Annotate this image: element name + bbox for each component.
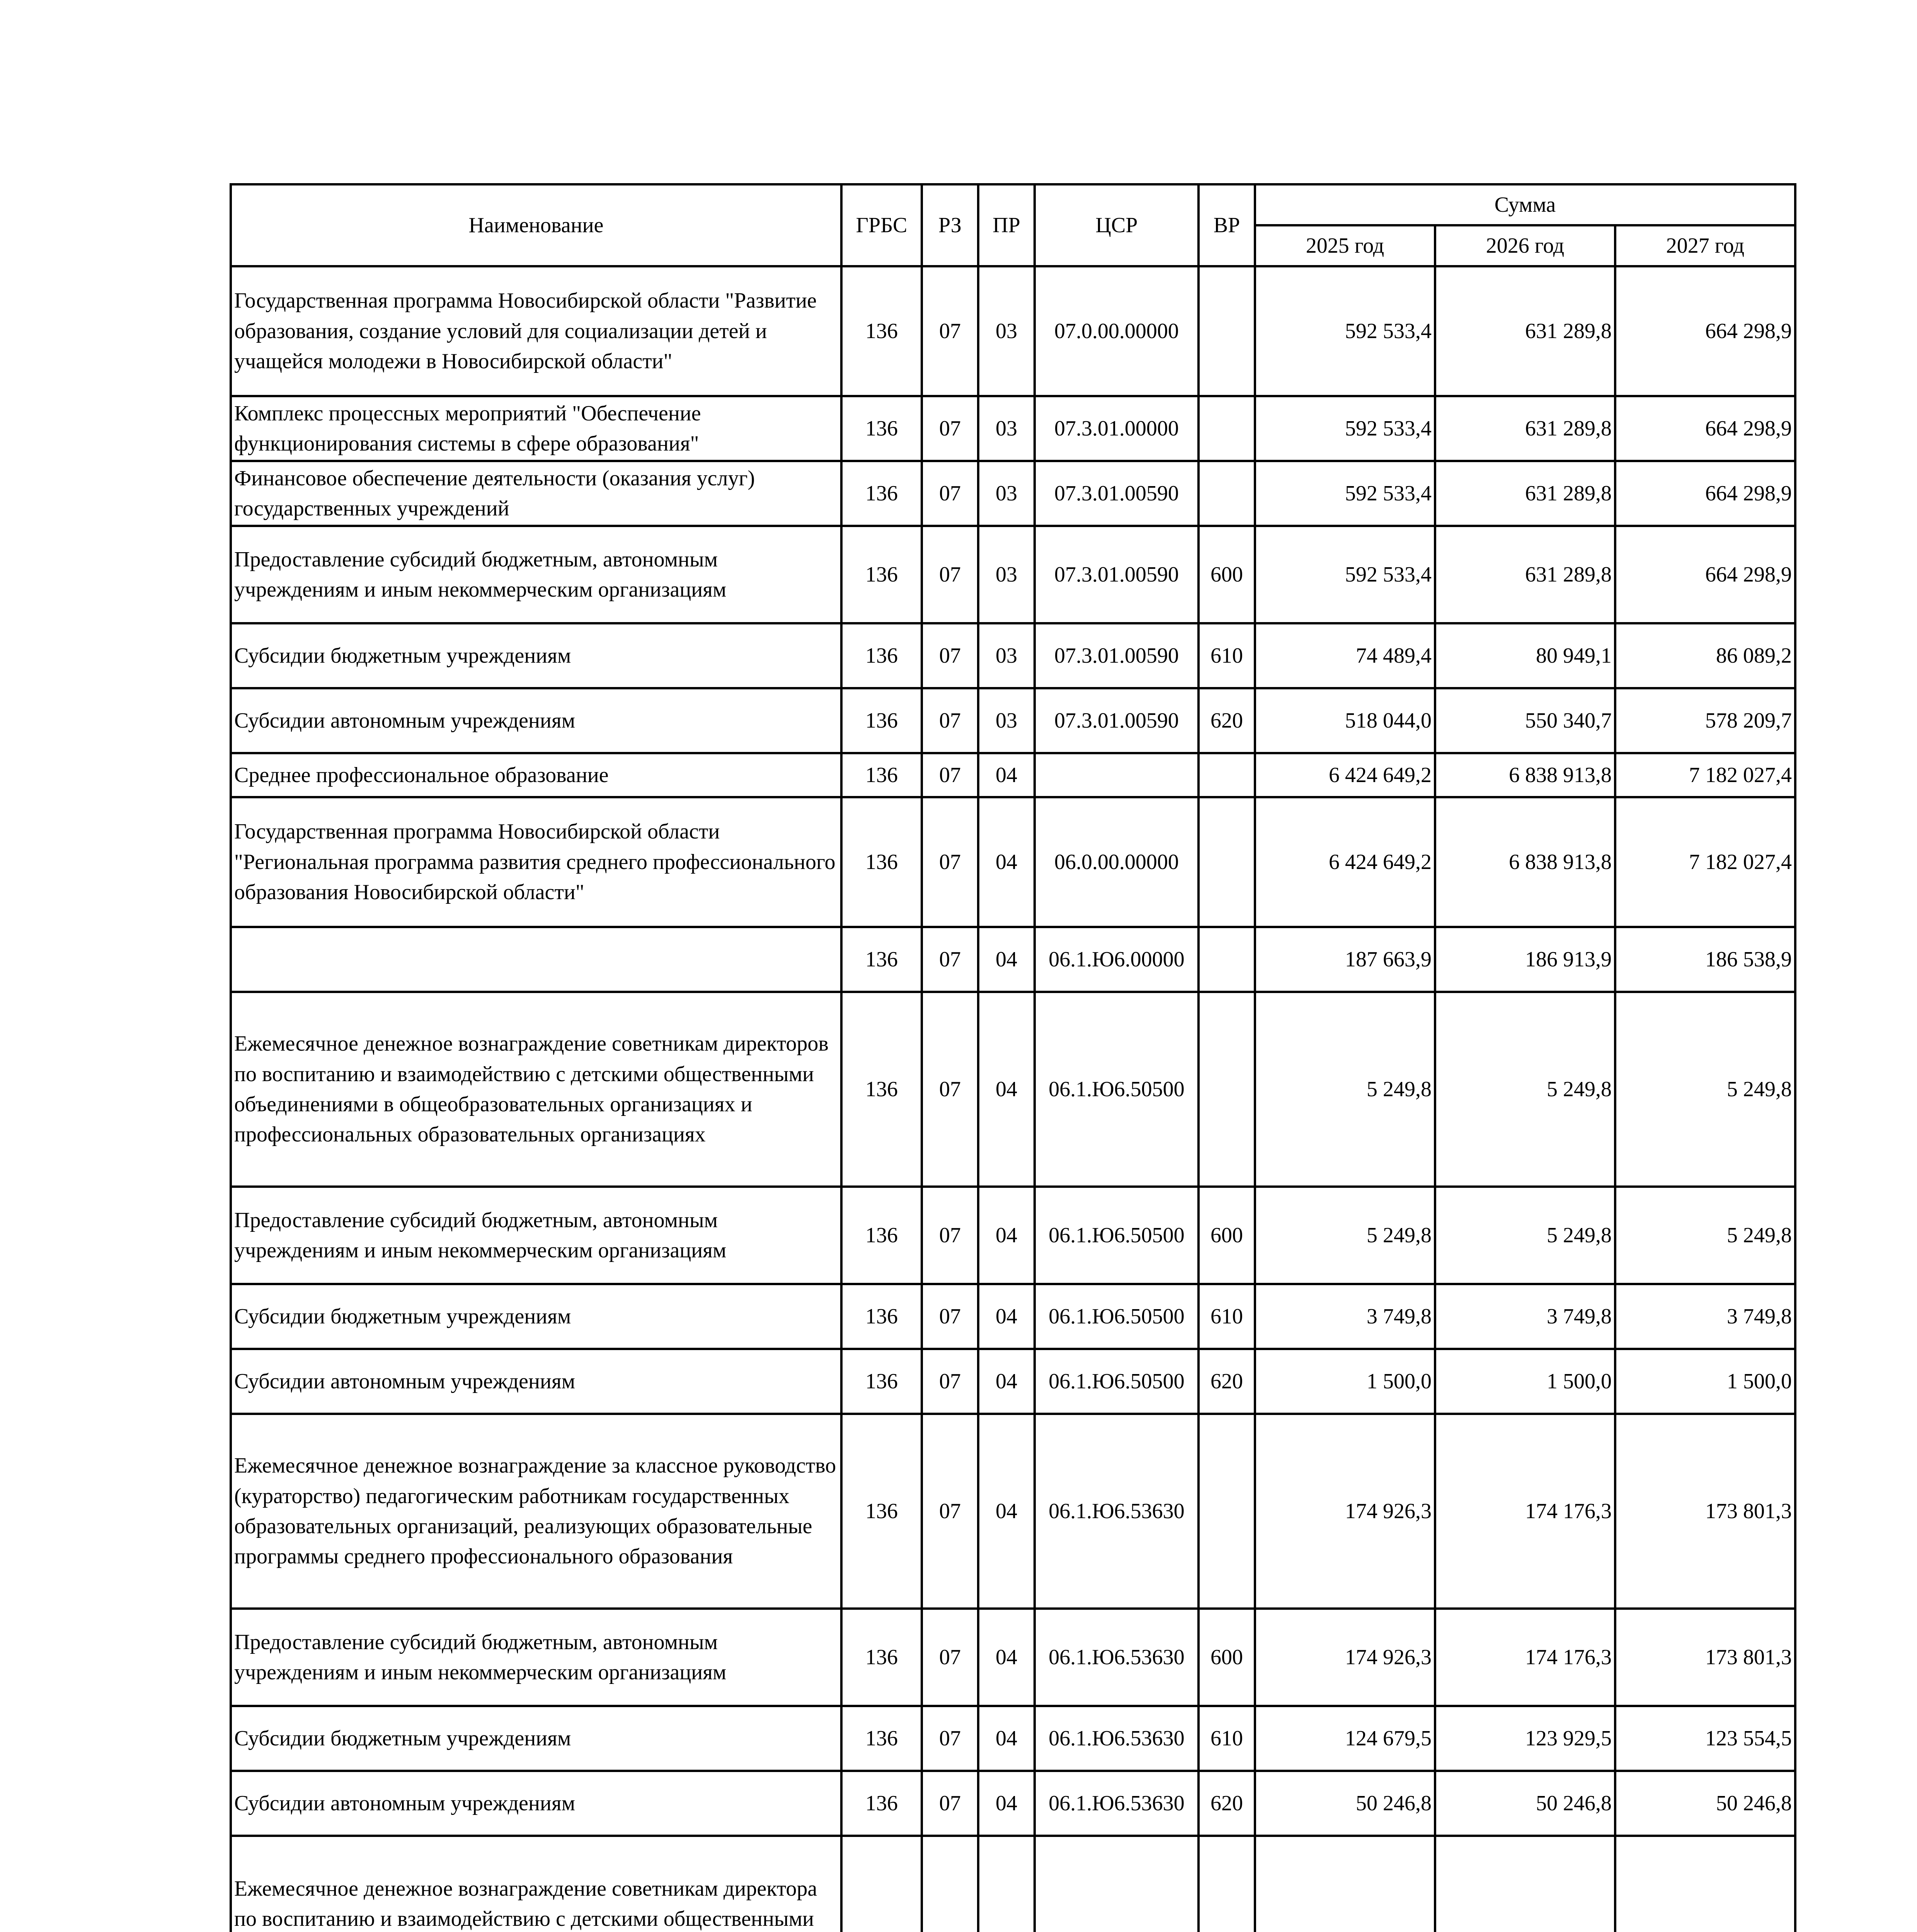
cell-sum-2025: 50 246,8: [1255, 1771, 1435, 1836]
cell-name: Ежемесячное денежное вознаграждение советникам директора по воспитанию и взаимодействию с детскими общественными: [231, 1836, 841, 1932]
cell-name: Предоставление субсидий бюджетным, автономным учреждениям и иным некоммерческим организациям: [231, 1609, 841, 1706]
header-name: Наименование: [231, 184, 841, 266]
table-row: [231, 1609, 1795, 1706]
cell-sum-2027: 86 089,2: [1615, 623, 1795, 688]
cell-sum-2027: 5 249,8: [1615, 1187, 1795, 1284]
cell-name: Субсидии автономным учреждениям: [231, 1349, 841, 1414]
cell-rz: 07: [922, 1284, 978, 1349]
cell-vr: 610: [1199, 1284, 1255, 1349]
cell-sum-2025: 592 533,4: [1255, 266, 1435, 396]
cell-name: Государственная программа Новосибирской области "Региональная программа развития среднего профессионального образования Новосибирской области": [231, 797, 841, 927]
header-year-2025: 2025 год: [1255, 225, 1435, 266]
cell-csr: 06.1.Ю6.00000: [1035, 927, 1199, 992]
table-row: [231, 1414, 1795, 1609]
cell-rz: 07: [922, 1414, 978, 1609]
table-row: [231, 1187, 1795, 1284]
table-row: [231, 396, 1795, 461]
header-year-2027: 2027 год: [1615, 225, 1795, 266]
cell-name: Финансовое обеспечение деятельности (оказания услуг) государственных учреждений: [231, 461, 841, 526]
cell-pr: 03: [978, 461, 1035, 526]
cell-sum-2025: 592 533,4: [1255, 461, 1435, 526]
cell-grbs: 136: [841, 1609, 922, 1706]
cell-vr: 620: [1199, 688, 1255, 753]
cell-pr: 04: [978, 753, 1035, 797]
cell-rz: 07: [922, 1706, 978, 1771]
table-row: [231, 266, 1795, 396]
cell-name: Предоставление субсидий бюджетным, автономным учреждениям и иным некоммерческим организациям: [231, 526, 841, 623]
table-row: [231, 797, 1795, 927]
cell-csr: 07.3.01.00000: [1035, 396, 1199, 461]
cell-sum-2025: 5 249,8: [1255, 1187, 1435, 1284]
cell-sum-2025: 124 679,5: [1255, 1706, 1435, 1771]
table-row: [231, 1349, 1795, 1414]
cell-sum-2027: 578 209,7: [1615, 688, 1795, 753]
cell-pr: 03: [978, 526, 1035, 623]
cell-name: Субсидии автономным учреждениям: [231, 688, 841, 753]
cell-grbs: [841, 1836, 922, 1932]
cell-sum-2027: 3 749,8: [1615, 1284, 1795, 1349]
cell-sum-2026: 6 838 913,8: [1435, 753, 1615, 797]
cell-name: Предоставление субсидий бюджетным, автономным учреждениям и иным некоммерческим организациям: [231, 1187, 841, 1284]
cell-sum-2026: [1435, 1836, 1615, 1932]
cell-sum-2027: 664 298,9: [1615, 396, 1795, 461]
cell-pr: 03: [978, 396, 1035, 461]
cell-sum-2025: 592 533,4: [1255, 396, 1435, 461]
cell-rz: 07: [922, 1187, 978, 1284]
cell-pr: 04: [978, 1414, 1035, 1609]
cell-csr: 07.3.01.00590: [1035, 461, 1199, 526]
cell-pr: 03: [978, 688, 1035, 753]
cell-csr: 07.3.01.00590: [1035, 688, 1199, 753]
cell-sum-2025: 5 249,8: [1255, 992, 1435, 1187]
cell-sum-2025: 174 926,3: [1255, 1414, 1435, 1609]
cell-pr: 04: [978, 1284, 1035, 1349]
cell-csr: 06.0.00.00000: [1035, 797, 1199, 927]
cell-name: Среднее профессиональное образование: [231, 753, 841, 797]
cell-sum-2025: 6 424 649,2: [1255, 753, 1435, 797]
cell-pr: 04: [978, 1609, 1035, 1706]
cell-vr: 620: [1199, 1349, 1255, 1414]
cell-sum-2027: 173 801,3: [1615, 1609, 1795, 1706]
table-row: [231, 688, 1795, 753]
cell-grbs: 136: [841, 266, 922, 396]
cell-pr: 04: [978, 992, 1035, 1187]
budget-table: [230, 183, 1796, 1932]
table-row: [231, 623, 1795, 688]
cell-pr: 04: [978, 1706, 1035, 1771]
cell-vr: 600: [1199, 1187, 1255, 1284]
cell-sum-2026: 631 289,8: [1435, 461, 1615, 526]
header-csr: ЦСР: [1035, 184, 1199, 266]
cell-grbs: 136: [841, 927, 922, 992]
cell-vr: 620: [1199, 1771, 1255, 1836]
cell-sum-2026: 5 249,8: [1435, 992, 1615, 1187]
table-header: [231, 184, 1795, 266]
cell-sum-2025: 3 749,8: [1255, 1284, 1435, 1349]
cell-csr: 07.3.01.00590: [1035, 623, 1199, 688]
cell-csr: 06.1.Ю6.50500: [1035, 992, 1199, 1187]
cell-sum-2026: 6 838 913,8: [1435, 797, 1615, 927]
header-vr: ВР: [1199, 184, 1255, 266]
cell-rz: 07: [922, 753, 978, 797]
header-row-top: [231, 184, 1795, 225]
cell-grbs: 136: [841, 526, 922, 623]
cell-vr: [1199, 1836, 1255, 1932]
cell-csr: 06.1.Ю6.53630: [1035, 1706, 1199, 1771]
cell-grbs: 136: [841, 1706, 922, 1771]
table-row: [231, 1771, 1795, 1836]
cell-rz: 07: [922, 526, 978, 623]
cell-rz: 07: [922, 688, 978, 753]
cell-name: Субсидии бюджетным учреждениям: [231, 1706, 841, 1771]
cell-sum-2026: 1 500,0: [1435, 1349, 1615, 1414]
cell-name: Ежемесячное денежное вознаграждение советникам директоров по воспитанию и взаимодействию с детскими общественными объединениями в общеобразовательных организациях и профессиональных образовательных организациях: [231, 992, 841, 1187]
cell-grbs: 136: [841, 1284, 922, 1349]
table-row: [231, 1836, 1795, 1932]
table-row: [231, 927, 1795, 992]
table-row: [231, 1284, 1795, 1349]
cell-pr: 04: [978, 1771, 1035, 1836]
cell-rz: 07: [922, 927, 978, 992]
cell-csr: 06.1.Ю6.50500: [1035, 1187, 1199, 1284]
cell-sum-2026: 631 289,8: [1435, 526, 1615, 623]
cell-sum-2026: 186 913,9: [1435, 927, 1615, 992]
cell-sum-2026: 50 246,8: [1435, 1771, 1615, 1836]
cell-grbs: 136: [841, 1414, 922, 1609]
cell-sum-2027: 664 298,9: [1615, 461, 1795, 526]
cell-csr: [1035, 753, 1199, 797]
cell-sum-2026: 631 289,8: [1435, 266, 1615, 396]
cell-vr: [1199, 461, 1255, 526]
cell-sum-2026: 550 340,7: [1435, 688, 1615, 753]
cell-sum-2027: 186 538,9: [1615, 927, 1795, 992]
cell-name: Комплекс процессных мероприятий "Обеспечение функционирования системы в сфере образования": [231, 396, 841, 461]
cell-sum-2027: [1615, 1836, 1795, 1932]
cell-grbs: 136: [841, 1771, 922, 1836]
cell-sum-2025: 518 044,0: [1255, 688, 1435, 753]
cell-vr: [1199, 992, 1255, 1187]
cell-pr: 03: [978, 266, 1035, 396]
cell-grbs: 136: [841, 1349, 922, 1414]
cell-sum-2027: 123 554,5: [1615, 1706, 1795, 1771]
cell-name: Ежемесячное денежное вознаграждение за классное руководство (кураторство) педагогическим работникам государственных образовательных организаций, реализующих образовательные программы среднего профессионального образования: [231, 1414, 841, 1609]
cell-rz: [922, 1836, 978, 1932]
cell-csr: 06.1.Ю6.50500: [1035, 1349, 1199, 1414]
cell-vr: 610: [1199, 623, 1255, 688]
cell-sum-2027: 664 298,9: [1615, 526, 1795, 623]
cell-rz: 07: [922, 623, 978, 688]
cell-vr: [1199, 266, 1255, 396]
cell-sum-2026: 123 929,5: [1435, 1706, 1615, 1771]
cell-sum-2027: 5 249,8: [1615, 992, 1795, 1187]
cell-pr: 04: [978, 927, 1035, 992]
cell-name: Субсидии автономным учреждениям: [231, 1771, 841, 1836]
cell-sum-2025: 6 424 649,2: [1255, 797, 1435, 927]
cell-vr: 600: [1199, 526, 1255, 623]
cell-sum-2027: 50 246,8: [1615, 1771, 1795, 1836]
table-row: [231, 461, 1795, 526]
cell-csr: 06.1.Ю6.53630: [1035, 1414, 1199, 1609]
cell-vr: [1199, 797, 1255, 927]
table-row: [231, 992, 1795, 1187]
cell-sum-2027: 7 182 027,4: [1615, 797, 1795, 927]
cell-grbs: 136: [841, 461, 922, 526]
cell-sum-2026: 3 749,8: [1435, 1284, 1615, 1349]
cell-csr: 07.0.00.00000: [1035, 266, 1199, 396]
cell-sum-2026: 5 249,8: [1435, 1187, 1615, 1284]
cell-pr: 04: [978, 797, 1035, 927]
cell-sum-2025: [1255, 1836, 1435, 1932]
cell-vr: 600: [1199, 1609, 1255, 1706]
cell-sum-2025: 187 663,9: [1255, 927, 1435, 992]
header-pr: ПР: [978, 184, 1035, 266]
cell-grbs: 136: [841, 688, 922, 753]
cell-vr: 610: [1199, 1706, 1255, 1771]
cell-sum-2025: 74 489,4: [1255, 623, 1435, 688]
header-year-2026: 2026 год: [1435, 225, 1615, 266]
cell-grbs: 136: [841, 623, 922, 688]
cell-name: [231, 927, 841, 992]
cell-grbs: 136: [841, 992, 922, 1187]
cell-sum-2025: 174 926,3: [1255, 1609, 1435, 1706]
cell-vr: [1199, 396, 1255, 461]
header-grbs: ГРБС: [841, 184, 922, 266]
cell-rz: 07: [922, 266, 978, 396]
cell-rz: 07: [922, 461, 978, 526]
cell-sum-2026: 631 289,8: [1435, 396, 1615, 461]
table-body: [231, 266, 1795, 1932]
cell-rz: 07: [922, 992, 978, 1187]
cell-csr: 06.1.Ю6.53630: [1035, 1771, 1199, 1836]
cell-pr: [978, 1836, 1035, 1932]
cell-csr: 06.1.Ю6.50500: [1035, 1284, 1199, 1349]
cell-vr: [1199, 1414, 1255, 1609]
cell-vr: [1199, 927, 1255, 992]
cell-rz: 07: [922, 1771, 978, 1836]
cell-sum-2027: 173 801,3: [1615, 1414, 1795, 1609]
cell-name: Государственная программа Новосибирской области "Развитие образования, создание условий для социализации детей и учащейся молодежи в Новосибирской области": [231, 266, 841, 396]
cell-name: Субсидии бюджетным учреждениям: [231, 623, 841, 688]
cell-pr: 03: [978, 623, 1035, 688]
cell-csr: [1035, 1836, 1199, 1932]
cell-sum-2027: 1 500,0: [1615, 1349, 1795, 1414]
cell-grbs: 136: [841, 1187, 922, 1284]
cell-sum-2025: 1 500,0: [1255, 1349, 1435, 1414]
cell-rz: 07: [922, 1349, 978, 1414]
cell-sum-2026: 174 176,3: [1435, 1414, 1615, 1609]
cell-pr: 04: [978, 1349, 1035, 1414]
header-sum: Сумма: [1255, 184, 1795, 225]
cell-rz: 07: [922, 396, 978, 461]
table-row: [231, 526, 1795, 623]
table-row: [231, 1706, 1795, 1771]
cell-csr: 07.3.01.00590: [1035, 526, 1199, 623]
cell-sum-2025: 592 533,4: [1255, 526, 1435, 623]
cell-grbs: 136: [841, 753, 922, 797]
header-rz: РЗ: [922, 184, 978, 266]
cell-grbs: 136: [841, 797, 922, 927]
cell-grbs: 136: [841, 396, 922, 461]
cell-vr: [1199, 753, 1255, 797]
cell-pr: 04: [978, 1187, 1035, 1284]
cell-csr: 06.1.Ю6.53630: [1035, 1609, 1199, 1706]
cell-sum-2026: 174 176,3: [1435, 1609, 1615, 1706]
cell-name: Субсидии бюджетным учреждениям: [231, 1284, 841, 1349]
cell-sum-2027: 7 182 027,4: [1615, 753, 1795, 797]
cell-sum-2026: 80 949,1: [1435, 623, 1615, 688]
cell-rz: 07: [922, 1609, 978, 1706]
table-row: [231, 753, 1795, 797]
cell-rz: 07: [922, 797, 978, 927]
cell-sum-2027: 664 298,9: [1615, 266, 1795, 396]
